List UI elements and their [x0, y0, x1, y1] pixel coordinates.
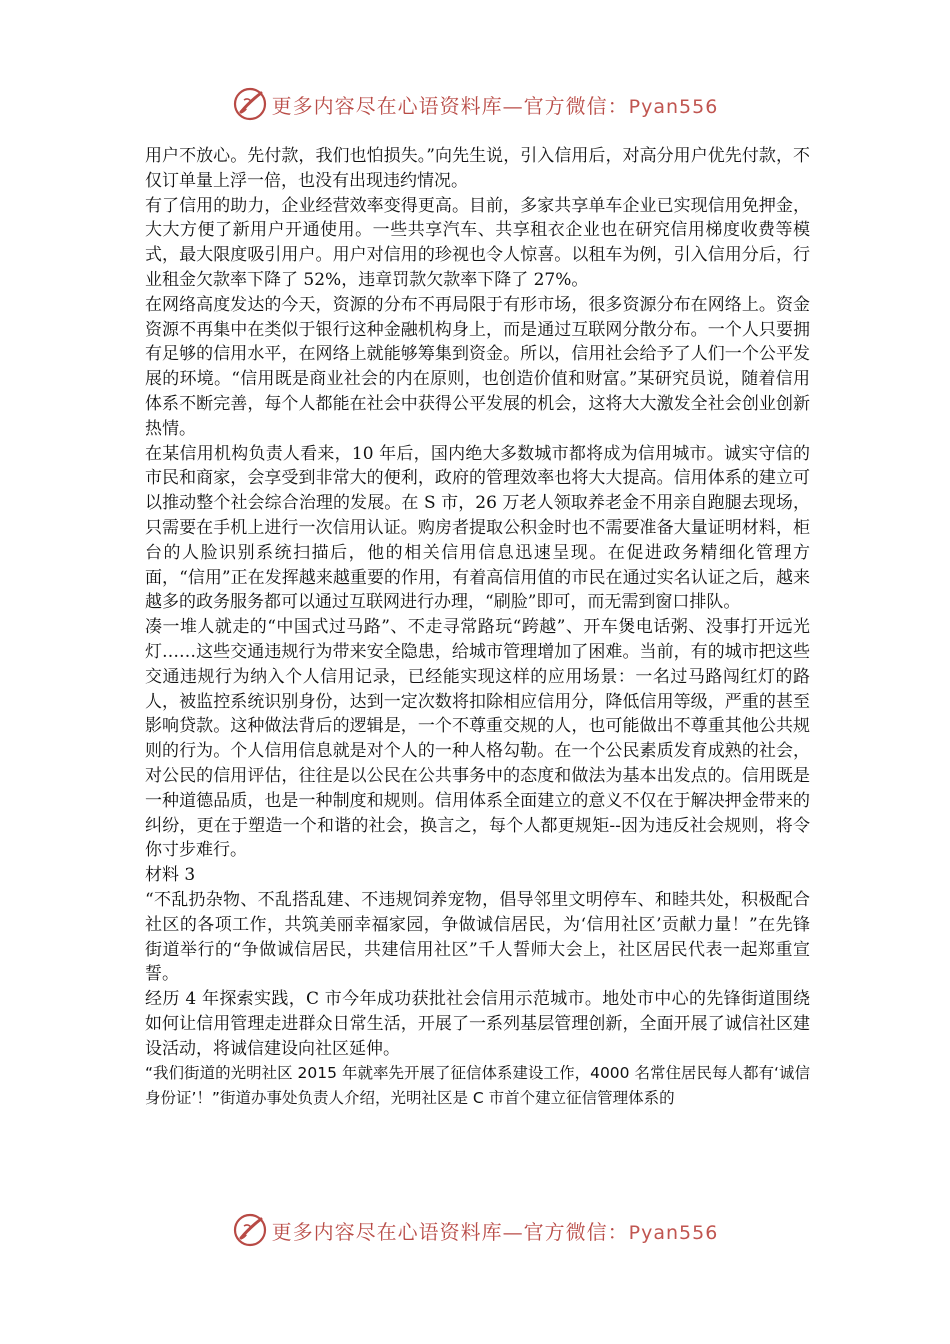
header-banner	[0, 84, 950, 124]
header-banner-label: 更多内容尽在心语资料库—官方微信：	[271, 93, 629, 118]
header-banner-text	[272, 90, 719, 119]
paragraph-8: “我们街道的光明社区 2015 年就率先开展了征信体系建设工作，4000 名常住居民每人都有‘诚信身份证’！”街道办事处负责人介绍，光明社区是 C 市首个建立征信管理体系的	[145, 1064, 810, 1108]
footer-banner-text	[272, 1216, 719, 1245]
footer-banner	[0, 1210, 950, 1250]
paragraph-5: 凑一堆人就走的“中国式过马路”、不走寻常路玩“跨越”、开车煲电话粥、没事打开远光灯……这些交通违规行为带来安全隐患，给城市管理增加了困难。当前，有的城市把这些交通违规行为纳入个人信用记录，已经能实现这样的应用场景：一名过马路闯红灯的路人，被监控系统识别身份，达到一定次数将扣除相应信用分，降低信用等级，严重的甚至影响贷款。这种做法背后的逻辑是，一个不尊重交规的人，也可能做出不尊重其他公共规则的行为。个人信用信息就是对个人的一种人格勾勒。在一个公民素质发育成熟的社会，对公民的信用评估，往往是以公民在公共事务中的态度和做法为基本出发点的。信用既是一种道德品质，也是一种制度和规则。信用体系全面建立的意义不仅在于解决押金带来的纠纷，更在于塑造一个和谐的社会，换言之，每个人都更规矩--因为违反社会规则，将令你寸步难行。	[145, 617, 810, 861]
document-body	[145, 144, 810, 1111]
paragraph-7: 经历 4 年探索实践，C 市今年成功获批社会信用示范城市。地处市中心的先锋街道围绕如何让信用管理走进群众日常生活，开展了一系列基层管理创新，全面开展了诚信社区建设活动，将诚信建设向社区延伸。	[145, 989, 810, 1059]
brush-logo-icon	[232, 1212, 268, 1248]
paragraph-3: 在网络高度发达的今天，资源的分布不再局限于有形市场，很多资源分布在网络上。资金资源不再集中在类似于银行这种金融机构身上，而是通过互联网分散分布。一个人只要拥有足够的信用水平，在网络上就能够筹集到资金。所以，信用社会给予了人们一个公平发展的环境。“信用既是商业社会的内在原则，也创造价值和财富。”某研究员说，随着信用体系不断完善，每个人都能在社会中获得公平发展的机会，这将大大激发全社会创业创新热情。	[145, 294, 810, 439]
paragraph-2: 有了信用的助力，企业经营效率变得更高。目前，多家共享单车企业已实现信用免押金，大大方便了新用户开通使用。一些共享汽车、共享租衣企业也在研究信用梯度收费等模式，最大限度吸引用户。用户对信用的珍视也令人惊喜。以租车为例，引入信用分后，行业租金欠款率下降了 52%，违章罚款欠款率下降了 27%。	[145, 195, 810, 290]
brush-logo-icon	[232, 86, 268, 122]
header-wechat-id: Pyan556	[628, 95, 719, 118]
footer-wechat-id: Pyan556	[628, 1221, 719, 1244]
paragraph-6: “不乱扔杂物、不乱搭乱建、不违规饲养宠物，倡导邻里文明停车、和睦共处，积极配合社区的各项工作，共筑美丽幸福家园，争做诚信居民，为‘信用社区’贡献力量！”在先锋街道举行的“争做诚信居民，共建信用社区”千人誓师大会上，社区居民代表一起郑重宣誓。	[145, 889, 810, 985]
paragraph-4: 在某信用机构负责人看来，10 年后，国内绝大多数城市都将成为信用城市。诚实守信的市民和商家，会享受到非常大的便利，政府的管理效率也将大大提高。信用体系的建立可以推动整个社会综合治理的发展。在 S 市，26 万老人领取养老金不用亲自跑腿去现场，只需要在手机上进行一次信用认证。购房者提取公积金时也不需要准备大量证明材料，柜台的人脸识别系统扫描后，他的相关信用信息迅速呈现。在促进政务精细化管理方面，“信用”正在发挥越来越重要的作用，有着高信用值的市民在通过实名认证之后，越来越多的政务服务都可以通过互联网进行办理，“刷脸”即可，而无需到窗口排队。	[145, 443, 810, 613]
paragraph-1: 用户不放心。先付款，我们也怕损失。”向先生说，引入信用后，对高分用户优先付款，不仅订单量上浮一倍，也没有出现违约情况。	[145, 146, 810, 191]
section-heading-material-3: 材料 3	[145, 865, 196, 886]
footer-banner-label: 更多内容尽在心语资料库—官方微信：	[271, 1219, 629, 1244]
